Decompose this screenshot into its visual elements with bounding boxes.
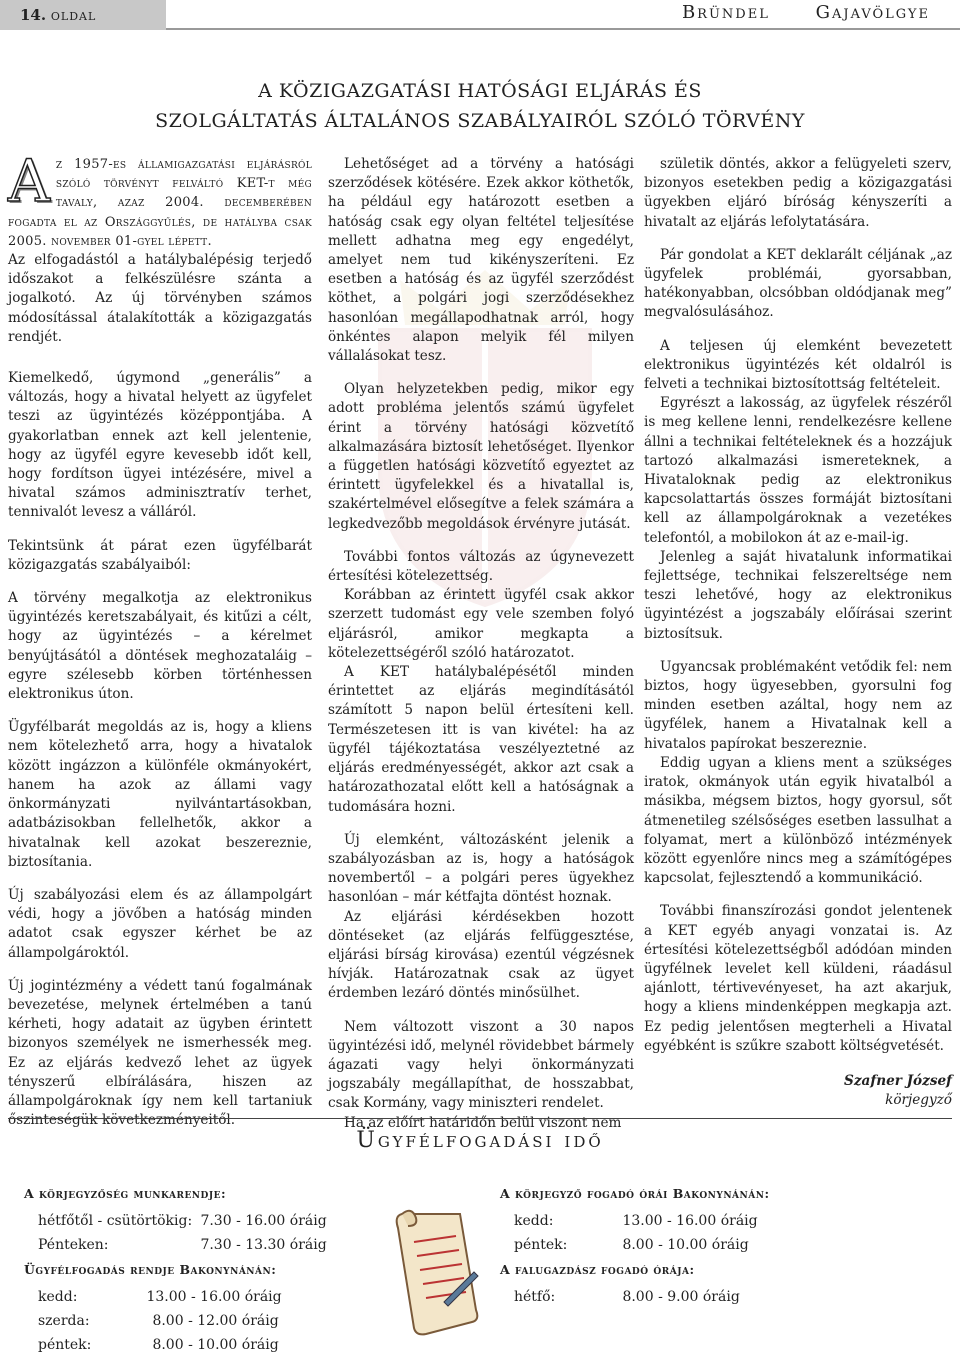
paragraph: Új jogintézmény a védett tanú fogalmának bevezetése, melynek értelmében a tanú kérheti, hogy adatait az ügyben érintett bizonyos személyek ne ismerhessék meg. Ez az eljárás kedvező lehet az ügyek tényszerű elbírálására, hiszen az állampolgároknak így nem kell tartaniuk őszinteségük következményeitől.	[8, 977, 312, 1129]
paragraph: Kiemelkedő, úgymond „generális” a változás, hogy a hivatal helyett az ügyfelet teszi az ügyintézés középpontjába. A gyakorlatban ennek azt kell jelentenie, hogy az ügyfél egyre kevesebb időt kell, hogy fordítson ügyei intézésére, mivel a hivatal számos adminisztratív terhet, tennivalót levesz a válláról.	[8, 370, 312, 521]
paragraph: Új elemként, változásként jelenik a szabályozásban az is, hogy a hatóságok novembertől – a polgári peres ügyekhez hasonlóan – már kétfajta döntést hoznak.	[328, 831, 634, 906]
schedule-row	[24, 1233, 327, 1257]
paragraph: Az eljárási kérdésekben hozott döntéseket (az eljárás felfüggesztése, eljárási bírság kirovása) ezentúl végzésnek hívják. Határozatnak csak az ügyet érdemben lezáró döntés minősülhet.	[328, 908, 634, 1002]
paragraph: Korábban az érintett ügyfél csak akkor szerzett tudomást egy vele szemben folyó eljárásról, amikor megkapta a kötelezettségéről szóló határozatot.	[328, 587, 634, 661]
schedule-day: hétfő:	[514, 1289, 556, 1305]
article-title	[0, 76, 960, 136]
schedule-row	[24, 1285, 282, 1309]
schedule-day: kedd:	[514, 1213, 554, 1229]
schedule-time: 13.00 - 16.00 óráig	[622, 1213, 758, 1229]
paragraph: Eddig ugyan a kliens ment a szükséges iratok, okmányok után egyik hivatalból a másikba, mégsem biztos, hogy gyorsul, sőt átmenetileg szélsőséges esetben lassulhat a folyamat, mert a különböző intézmények között egyenlőre nincs meg a számítógépes kapcsolat, fejlesztendő a kommunikáció.	[644, 754, 952, 887]
paragraph: Ha az előírt határidőn belül viszont nem	[344, 1114, 622, 1131]
office-hours-title: Ügyfélfogadási idő	[356, 1128, 604, 1153]
schedule-day: Pénteken:	[38, 1237, 109, 1253]
lead-paragraph	[8, 147, 312, 251]
schedule-time: 8.00 - 10.00 óráig	[622, 1237, 749, 1253]
schedule-day: péntek:	[38, 1337, 92, 1353]
notary-visiting-heading: A körjegyző fogadó órái Bakonynánán:	[500, 1186, 770, 1201]
paragraph: A teljesen új elemként bevezetett elektronikus ügyintézés két oldalról is felveti a technikai biztosítottság feltételeit.	[644, 337, 952, 393]
paragraph: Lehetőséget ad a törvény a hatósági szerződések kötésére. Ezek akkor köthetők, ha például egy határozott esetben a hatóság csak egy olyan feltétel teljesítése mellett adhatna meg egy engedélyt, amelyet nem tud kikényszeríteni. Ez esetben a hatóság és az ügyfél szerződést köthet, a polgári jogi szerződésekhez hasonlóan megállapodhatnak arról, hogy önkéntes alapon melyik fél milyen vállalásokat tesz.	[328, 156, 634, 365]
signature-name: Szafner József	[844, 1072, 952, 1089]
article-title-line1: A KÖZIGAZGATÁSI HATÓSÁGI ELJÁRÁS ÉS	[258, 80, 702, 102]
paragraph: Ugyancsak problémaként vetődik fel: nem biztos, hogy ügyesebben, gyorsulni fog minden esetben azáltal, hogy nem az ügyfélek, hanem a Hivatalnak kell a hivatalos papírokat beszereznie.	[644, 658, 952, 752]
article-column-2	[328, 155, 634, 1133]
farm-officer-hours	[500, 1262, 740, 1309]
header-right	[644, 2, 930, 23]
signature-title: körjegyző	[885, 1092, 952, 1109]
article-column-1	[8, 147, 312, 1144]
schedule-row	[500, 1209, 770, 1233]
schedule-day: péntek:	[514, 1237, 568, 1253]
article-title-line2: SZOLGÁLTATÁS ÁLTALÁNOS SZABÁLYAIRÓL SZÓLÓ TÖRVÉNY	[155, 110, 805, 132]
paragraph: Pár gondolat a KET deklarált céljának „az ügyfelek problémái, gyorsabban, hatékonyabban, olcsóbban oldódjanak meg” megvalósulásához.	[644, 246, 952, 321]
paragraph: Tekintsünk át párat ezen ügyfélbarát közigazgatás szabályaiból:	[8, 537, 312, 573]
paragraph: A KET hatálybalépésétől minden érintettet az eljárás megindításától számított 5 napon belül értesíteni kell. Természetesen itt is van kivétel: ha az ügyfél tájékoztatása veszélyeztetné az eljárás eredményességét, akkor azt csak a határozathozatal előtt kell a hatóságnak a tudomására hozni.	[328, 664, 634, 815]
article-column-3	[644, 155, 952, 1110]
bakonynana-hours	[24, 1262, 282, 1357]
paragraph: Az elfogadástól a hatálybalépésig terjedő időszakot a felkészülésre szánta a jogalkotó. Az új törvényben számos módosítással átalakították a közigazgatás rendjét.	[8, 252, 312, 345]
notary-hours	[24, 1186, 327, 1257]
farm-officer-heading: A falugazdász fogadó órája:	[500, 1262, 695, 1277]
paragraph: A törvény megalkotja az elektronikus ügyintézés keretszabályait, és kitűzi a célt, hogy az ügyintézés – a kérelmet benyújtásától a döntések meghozataláig – egyre szélesebb körben történhessen elektronikus úton.	[8, 590, 312, 703]
lead-text: z 1957-es államigazgatási eljárásról szóló törvényt felváltó KET-t még tavaly, azaz 2004. decemberében fogadta el az Országgyűlés, de hatályba csak 2005. november 01-gyel lépett.	[8, 157, 312, 249]
schedule-day: kedd:	[38, 1289, 78, 1305]
header-author: Bründel	[681, 2, 770, 23]
schedule-row	[24, 1333, 282, 1357]
page-number: 14.	[20, 6, 47, 24]
schedule-time: 8.00 - 9.00 óráig	[622, 1289, 740, 1305]
schedule-row	[500, 1233, 770, 1257]
notary-hours-heading: A körjegyzőség munkarendje:	[24, 1186, 227, 1201]
page-number-tab	[0, 0, 166, 30]
header-rule	[166, 28, 960, 30]
schedule-row	[24, 1309, 282, 1333]
paragraph: Nem változott viszont a 30 napos ügyintézési idő, melynél rövidebbet bármely ágazati vagy helyi önkormányzati jogszabály megállapíthat, de hosszabbat, csak Kormány, vagy miniszteri rendelet.	[328, 1018, 634, 1112]
paper-scroll-icon	[384, 1202, 484, 1342]
paragraph: születik döntés, akkor a felügyeleti szerv, bizonyos esetekben pedig a közigazgatási ügyekben eljáró bíróság kényszeríti a hivatalt az eljárás lefolytatására.	[644, 156, 952, 230]
schedule-time: 7.30 - 13.30 óráig	[200, 1237, 327, 1253]
page-header	[0, 0, 960, 30]
schedule-row	[500, 1285, 740, 1309]
drop-cap: A	[8, 147, 50, 215]
bakonynana-hours-heading: Ügyfélfogadás rendje Bakonynánán:	[24, 1262, 277, 1277]
paragraph: Ügyfélbarát megoldás az is, hogy a kliens nem kötelezhető arra, hogy a hivatalok között ingázzon a különféle okmányokért, hanem ha azok az állami vagy önkormányzati nyilvántartásokban, adatbázisokban fellelhetők, akkor a hivatalnak kell azokat beszereznie, biztosítania.	[8, 719, 312, 870]
paragraph: Olyan helyzetekben pedig, mikor egy adott probléma jelentős számú ügyfelet érint a törvény hatósági közvetítő alkalmazására biztosít lehetőséget. Ilyenkor a független hatósági közvetítő egyeztet az érintett ügyfelekkel és a hivatallal is, szakértelmével elősegítve a felek számára a legkedvezőbb megoldások érvényre jutását.	[328, 381, 634, 532]
signature	[644, 1072, 952, 1110]
notary-visiting-hours	[500, 1186, 770, 1257]
schedule-row	[24, 1209, 327, 1233]
paragraph: Új szabályozási elem és az állampolgárt védi, hogy a jövőben a hatóság minden adatot csak egyszer kérhet be az állampolgároktól.	[8, 886, 312, 961]
schedule-time: 7.30 - 16.00 óráig	[200, 1213, 327, 1229]
schedule-time: 8.00 - 12.00 óráig	[152, 1313, 279, 1329]
schedule-time: 13.00 - 16.00 óráig	[146, 1289, 282, 1305]
page-label: oldal	[50, 6, 97, 24]
paragraph: További fontos változás az úgynevezett értesítési kötelezettség.	[328, 548, 634, 585]
paragraph: Egyrészt a lakosság, az ügyfelek részéről is meg kellene lenni, rendelkezésre kellene állni a technikai feltételeknek és a hozzájuk tartozó alkalmazási ismereteknek, a Hivataloknak pedig az elektronikus kapcsolattartás összes formáját biztosítani kell az állampolgároknak a vezetékes telefontól, a mobilokon át az e-mail-ig.	[644, 395, 952, 546]
paragraph: Jelenleg a saját hivatalunk informatikai fejlettsége, technikai felszereltsége nem teszi lehetővé, hogy az elektronikus ügyintézést a jogszabály előírásai szerint biztosítsuk.	[644, 548, 952, 642]
schedule-day: szerda:	[38, 1313, 90, 1329]
header-publication: Gajavölgye	[815, 2, 930, 23]
schedule-day: hétfőtől - csütörtökig:	[38, 1213, 193, 1229]
paragraph: További finanszírozási gondot jelentenek a KET egyéb anyagi vonzatai is. Az értesítési kötelezettségből adódóan minden ügyfélnek levelet kell küldeni, ráadásul ajánlott, tértivevényeset, ha azt akarjuk, hogy a kliens mindenképpen megkapja azt. Ez pedig jelentősen megterheli a Hivatal egyébként is szűkre szabott költségvetését.	[644, 903, 952, 1054]
schedule-time: 8.00 - 10.00 óráig	[152, 1337, 279, 1353]
